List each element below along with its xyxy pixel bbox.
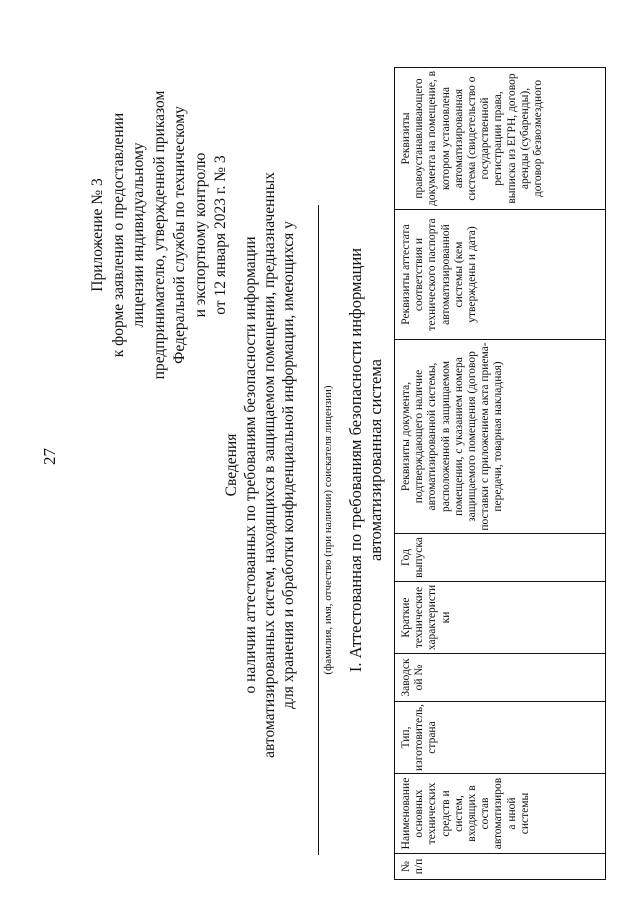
page-number: 27 [40, 448, 59, 465]
col-header-specs: Краткие технические характеристи ки [395, 582, 606, 654]
col-header-serial: Заводской № [395, 654, 606, 702]
col-header-name: Наименование основных технических средств и систем, входящих в состав автоматизирова нной системы [395, 774, 606, 854]
section-title: I. Аттестованная по требованиям безопасности информации [346, 247, 365, 673]
col-header-document: Реквизиты документа, подтверждающего наличие автоматизированной системы, расположенной в защищаемом помещении, с указанием номера защищаемого помещения (договор поставки с приложением акта приема-передачи, товарная накладная) [395, 340, 606, 534]
col-header-title-deed: Реквизиты правоустанавливающего документа на помещение, в котором установлена автоматизированная система (свидетельство о государственной регистрации права, выписка из ЕГРН, договор аренды (субаренды), договор безвозмездного [395, 68, 606, 210]
section-heading [346, 100, 386, 820]
col-header-number: № п/п [395, 854, 606, 880]
col-header-type: Тип, изготовитель, страна [395, 702, 606, 774]
heading-line-4: для хранения и обработки конфиденциальной информации, имеющихся у [280, 221, 297, 709]
appendix-line-5: Федеральной службы по техническому [171, 106, 188, 364]
appendix-line-2: к форме заявления о предоставлении [109, 112, 127, 358]
col-header-year: Год выпуска [395, 534, 606, 582]
heading-line-3: автоматизированных систем, находящихся в защищаемом помещении, предназначенных [261, 172, 278, 758]
appendix-line-4: предпринимателю, утвержденной приказом [150, 90, 168, 380]
col-header-certificate: Реквизиты аттестата соответствия и технического паспорта автоматизированной системы (кем утверждены и дата) [395, 210, 606, 340]
appendix-line-6: и экспортному контролю [191, 152, 209, 318]
appendix-line-7: от 12 января 2023 г. № 3 [212, 155, 229, 315]
appendix-line-3: лицензии индивидуальному [130, 142, 147, 328]
document-heading [222, 105, 298, 825]
owner-caption: (фамилия, имя, отчество (при наличии) соискателя лицензии) [322, 385, 334, 675]
appendix-header [88, 15, 232, 455]
section-subtitle: автоматизированная система [366, 359, 385, 562]
owner-field [318, 170, 335, 890]
heading-line-2: о наличии аттестованных по требованиям безопасности информации [242, 236, 259, 694]
heading-title: Сведения [223, 433, 240, 497]
owner-underline [318, 205, 319, 855]
table-header-row [395, 68, 606, 880]
systems-table [394, 68, 606, 880]
appendix-line-1: Приложение № 3 [89, 178, 106, 292]
